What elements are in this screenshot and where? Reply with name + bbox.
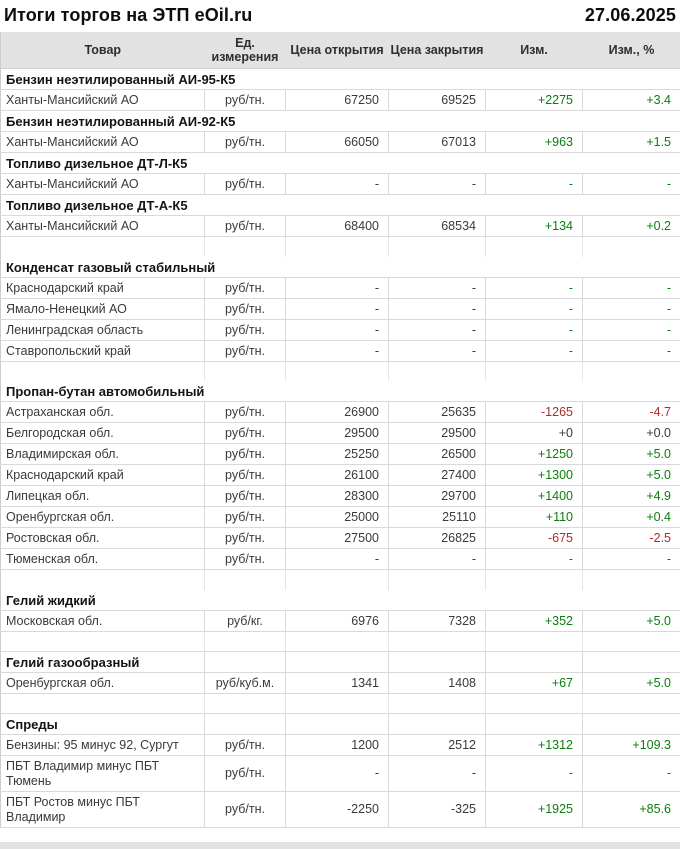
change-cell: +134 <box>486 216 583 237</box>
col-header-change-pct: Изм., % <box>583 32 680 69</box>
close-price-cell: 69525 <box>389 90 486 111</box>
empty-cell <box>389 693 486 713</box>
table-row <box>1 216 680 237</box>
change-cell: +1925 <box>486 791 583 827</box>
empty-cell <box>583 631 680 651</box>
empty-cell <box>205 237 286 257</box>
change-pct-cell: - <box>583 340 680 361</box>
col-header-unit: Ед. измерения <box>205 32 286 69</box>
col-header-product: Товар <box>1 32 205 69</box>
table-header <box>1 32 680 69</box>
open-price-cell: 6976 <box>286 610 389 631</box>
titlebar <box>0 0 680 32</box>
empty-cell <box>389 631 486 651</box>
table-row <box>1 672 680 693</box>
table-row <box>1 734 680 755</box>
col-header-close-price: Цена закрытия <box>389 32 486 69</box>
open-price-cell: - <box>286 549 389 570</box>
change-cell: - <box>486 298 583 319</box>
empty-cell <box>205 570 286 590</box>
unit-cell: руб/тн. <box>205 319 286 340</box>
empty-cell <box>583 570 680 590</box>
open-price-cell: -2250 <box>286 791 389 827</box>
empty-cell <box>486 631 583 651</box>
change-pct-cell: +5.0 <box>583 444 680 465</box>
close-price-cell: 2512 <box>389 734 486 755</box>
empty-cell <box>1 237 205 257</box>
empty-cell <box>205 651 286 672</box>
open-price-cell: 66050 <box>286 132 389 153</box>
close-price-cell: 27400 <box>389 465 486 486</box>
change-pct-cell: +0.4 <box>583 507 680 528</box>
open-price-cell: 25250 <box>286 444 389 465</box>
empty-cell <box>205 361 286 381</box>
report-date: 27.06.2025 <box>584 5 676 25</box>
table-row <box>1 791 680 827</box>
table-row <box>1 132 680 153</box>
close-price-cell: - <box>389 319 486 340</box>
unit-cell: руб/тн. <box>205 277 286 298</box>
change-cell: +110 <box>486 507 583 528</box>
empty-cell <box>1 631 205 651</box>
change-cell: -675 <box>486 528 583 549</box>
unit-cell: руб/тн. <box>205 340 286 361</box>
col-header-open-price: Цена открытия <box>286 32 389 69</box>
table-row <box>1 402 680 423</box>
change-pct-cell: - <box>583 755 680 791</box>
product-cell: Белгородская обл. <box>1 423 205 444</box>
product-cell: Владимирская обл. <box>1 444 205 465</box>
group-label: Гелий газообразный <box>1 651 205 672</box>
spacer-row <box>1 361 680 381</box>
empty-cell <box>1 693 205 713</box>
table-body <box>1 69 680 828</box>
group-header-row <box>1 651 680 672</box>
empty-cell <box>286 237 389 257</box>
open-price-cell: 67250 <box>286 90 389 111</box>
open-price-cell: 1200 <box>286 734 389 755</box>
unit-cell: руб/тн. <box>205 549 286 570</box>
open-price-cell: 1341 <box>286 672 389 693</box>
table-row <box>1 528 680 549</box>
product-cell: Тюменская обл. <box>1 549 205 570</box>
empty-cell <box>583 693 680 713</box>
unit-cell: руб/кг. <box>205 610 286 631</box>
table-row <box>1 444 680 465</box>
change-pct-cell: +0.2 <box>583 216 680 237</box>
open-price-cell: 27500 <box>286 528 389 549</box>
close-price-cell: 29700 <box>389 486 486 507</box>
unit-cell: руб/тн. <box>205 486 286 507</box>
close-price-cell: 25110 <box>389 507 486 528</box>
close-price-cell: - <box>389 755 486 791</box>
close-price-cell: -325 <box>389 791 486 827</box>
close-price-cell: - <box>389 174 486 195</box>
product-cell: Липецкая обл. <box>1 486 205 507</box>
unit-cell: руб/тн. <box>205 298 286 319</box>
spacer-row <box>1 693 680 713</box>
change-pct-cell: +5.0 <box>583 465 680 486</box>
unit-cell: руб/тн. <box>205 528 286 549</box>
product-cell: Ханты-Мансийский АО <box>1 90 205 111</box>
group-label: Спреды <box>1 713 205 734</box>
change-pct-cell: +4.9 <box>583 486 680 507</box>
change-cell: - <box>486 549 583 570</box>
product-cell: Бензины: 95 минус 92, Сургут <box>1 734 205 755</box>
product-cell: Московская обл. <box>1 610 205 631</box>
open-price-cell: 26100 <box>286 465 389 486</box>
results-table <box>0 32 680 828</box>
product-cell: Ханты-Мансийский АО <box>1 132 205 153</box>
spacer-row <box>1 570 680 590</box>
group-label: Бензин неэтилированный АИ-95-К5 <box>1 69 680 90</box>
empty-cell <box>1 570 205 590</box>
open-price-cell: - <box>286 174 389 195</box>
unit-cell: руб/куб.м. <box>205 672 286 693</box>
table-row <box>1 486 680 507</box>
change-pct-cell: - <box>583 298 680 319</box>
group-label: Гелий жидкий <box>1 590 680 611</box>
group-header-row <box>1 713 680 734</box>
group-header-row <box>1 153 680 174</box>
table-row <box>1 465 680 486</box>
change-pct-cell: +5.0 <box>583 672 680 693</box>
empty-cell <box>389 713 486 734</box>
group-label: Бензин неэтилированный АИ-92-К5 <box>1 111 680 132</box>
empty-cell <box>286 570 389 590</box>
change-cell: - <box>486 319 583 340</box>
empty-cell <box>583 361 680 381</box>
change-pct-cell: -4.7 <box>583 402 680 423</box>
empty-cell <box>286 361 389 381</box>
table-row <box>1 174 680 195</box>
empty-cell <box>486 237 583 257</box>
change-pct-cell: - <box>583 174 680 195</box>
open-price-cell: 28300 <box>286 486 389 507</box>
open-price-cell: - <box>286 277 389 298</box>
empty-cell <box>389 237 486 257</box>
group-header-row <box>1 111 680 132</box>
footer-strip <box>0 842 680 849</box>
table-row <box>1 610 680 631</box>
table-row <box>1 423 680 444</box>
open-price-cell: 68400 <box>286 216 389 237</box>
unit-cell: руб/тн. <box>205 132 286 153</box>
unit-cell: руб/тн. <box>205 444 286 465</box>
group-header-row <box>1 195 680 216</box>
empty-cell <box>583 713 680 734</box>
change-pct-cell: +5.0 <box>583 610 680 631</box>
change-pct-cell: - <box>583 549 680 570</box>
close-price-cell: 68534 <box>389 216 486 237</box>
change-cell: - <box>486 755 583 791</box>
unit-cell: руб/тн. <box>205 791 286 827</box>
open-price-cell: 29500 <box>286 423 389 444</box>
product-cell: Астраханская обл. <box>1 402 205 423</box>
table-row <box>1 319 680 340</box>
empty-cell <box>205 631 286 651</box>
empty-cell <box>486 361 583 381</box>
close-price-cell: - <box>389 549 486 570</box>
group-header-row <box>1 69 680 90</box>
open-price-cell: 26900 <box>286 402 389 423</box>
table-row <box>1 90 680 111</box>
change-pct-cell: +1.5 <box>583 132 680 153</box>
change-cell: +67 <box>486 672 583 693</box>
table-row <box>1 549 680 570</box>
product-cell: Краснодарский край <box>1 465 205 486</box>
product-cell: ПБТ Владимир минус ПБТ Тюмень <box>1 755 205 791</box>
product-cell: Ставропольский край <box>1 340 205 361</box>
close-price-cell: - <box>389 340 486 361</box>
empty-cell <box>486 693 583 713</box>
product-cell: Ханты-Мансийский АО <box>1 174 205 195</box>
unit-cell: руб/тн. <box>205 216 286 237</box>
table-row <box>1 755 680 791</box>
open-price-cell: - <box>286 319 389 340</box>
group-label: Конденсат газовый стабильный <box>1 257 680 278</box>
change-pct-cell: +3.4 <box>583 90 680 111</box>
change-cell: - <box>486 340 583 361</box>
change-cell: +963 <box>486 132 583 153</box>
unit-cell: руб/тн. <box>205 755 286 791</box>
empty-cell <box>389 361 486 381</box>
product-cell: Ростовская обл. <box>1 528 205 549</box>
open-price-cell: - <box>286 340 389 361</box>
product-cell: ПБТ Ростов минус ПБТ Владимир <box>1 791 205 827</box>
open-price-cell: - <box>286 755 389 791</box>
change-pct-cell: - <box>583 277 680 298</box>
empty-cell <box>1 361 205 381</box>
empty-cell <box>486 570 583 590</box>
close-price-cell: 26500 <box>389 444 486 465</box>
empty-cell <box>486 651 583 672</box>
change-cell: +1400 <box>486 486 583 507</box>
product-cell: Оренбургская обл. <box>1 672 205 693</box>
product-cell: Ленинградская область <box>1 319 205 340</box>
change-pct-cell: +0.0 <box>583 423 680 444</box>
change-cell: - <box>486 174 583 195</box>
unit-cell: руб/тн. <box>205 423 286 444</box>
product-cell: Оренбургская обл. <box>1 507 205 528</box>
col-header-change: Изм. <box>486 32 583 69</box>
empty-cell <box>389 570 486 590</box>
unit-cell: руб/тн. <box>205 465 286 486</box>
close-price-cell: - <box>389 277 486 298</box>
empty-cell <box>389 651 486 672</box>
empty-cell <box>205 713 286 734</box>
change-pct-cell: -2.5 <box>583 528 680 549</box>
table-row <box>1 507 680 528</box>
change-cell: +1312 <box>486 734 583 755</box>
empty-cell <box>286 651 389 672</box>
change-cell: +0 <box>486 423 583 444</box>
empty-cell <box>486 713 583 734</box>
change-cell: +2275 <box>486 90 583 111</box>
unit-cell: руб/тн. <box>205 402 286 423</box>
group-label: Топливо дизельное ДТ-Л-К5 <box>1 153 680 174</box>
table-row <box>1 298 680 319</box>
group-label: Топливо дизельное ДТ-А-К5 <box>1 195 680 216</box>
open-price-cell: 25000 <box>286 507 389 528</box>
unit-cell: руб/тн. <box>205 507 286 528</box>
change-cell: +1250 <box>486 444 583 465</box>
product-cell: Ханты-Мансийский АО <box>1 216 205 237</box>
empty-cell <box>583 237 680 257</box>
change-cell: -1265 <box>486 402 583 423</box>
table-row <box>1 340 680 361</box>
empty-cell <box>286 693 389 713</box>
close-price-cell: 7328 <box>389 610 486 631</box>
page-title: Итоги торгов на ЭТП eOil.ru <box>4 5 253 25</box>
change-cell: - <box>486 277 583 298</box>
spacer-row <box>1 237 680 257</box>
change-pct-cell: - <box>583 319 680 340</box>
close-price-cell: 1408 <box>389 672 486 693</box>
empty-cell <box>205 693 286 713</box>
change-cell: +352 <box>486 610 583 631</box>
unit-cell: руб/тн. <box>205 734 286 755</box>
empty-cell <box>583 651 680 672</box>
empty-cell <box>286 631 389 651</box>
product-cell: Краснодарский край <box>1 277 205 298</box>
group-header-row <box>1 590 680 611</box>
unit-cell: руб/тн. <box>205 174 286 195</box>
change-pct-cell: +109.3 <box>583 734 680 755</box>
close-price-cell: 26825 <box>389 528 486 549</box>
table-row <box>1 277 680 298</box>
unit-cell: руб/тн. <box>205 90 286 111</box>
open-price-cell: - <box>286 298 389 319</box>
empty-cell <box>286 713 389 734</box>
spacer-row <box>1 631 680 651</box>
change-cell: +1300 <box>486 465 583 486</box>
close-price-cell: 29500 <box>389 423 486 444</box>
change-pct-cell: +85.6 <box>583 791 680 827</box>
group-header-row <box>1 257 680 278</box>
close-price-cell: 67013 <box>389 132 486 153</box>
close-price-cell: - <box>389 298 486 319</box>
group-label: Пропан-бутан автомобильный <box>1 381 680 402</box>
group-header-row <box>1 381 680 402</box>
product-cell: Ямало-Ненецкий АО <box>1 298 205 319</box>
close-price-cell: 25635 <box>389 402 486 423</box>
